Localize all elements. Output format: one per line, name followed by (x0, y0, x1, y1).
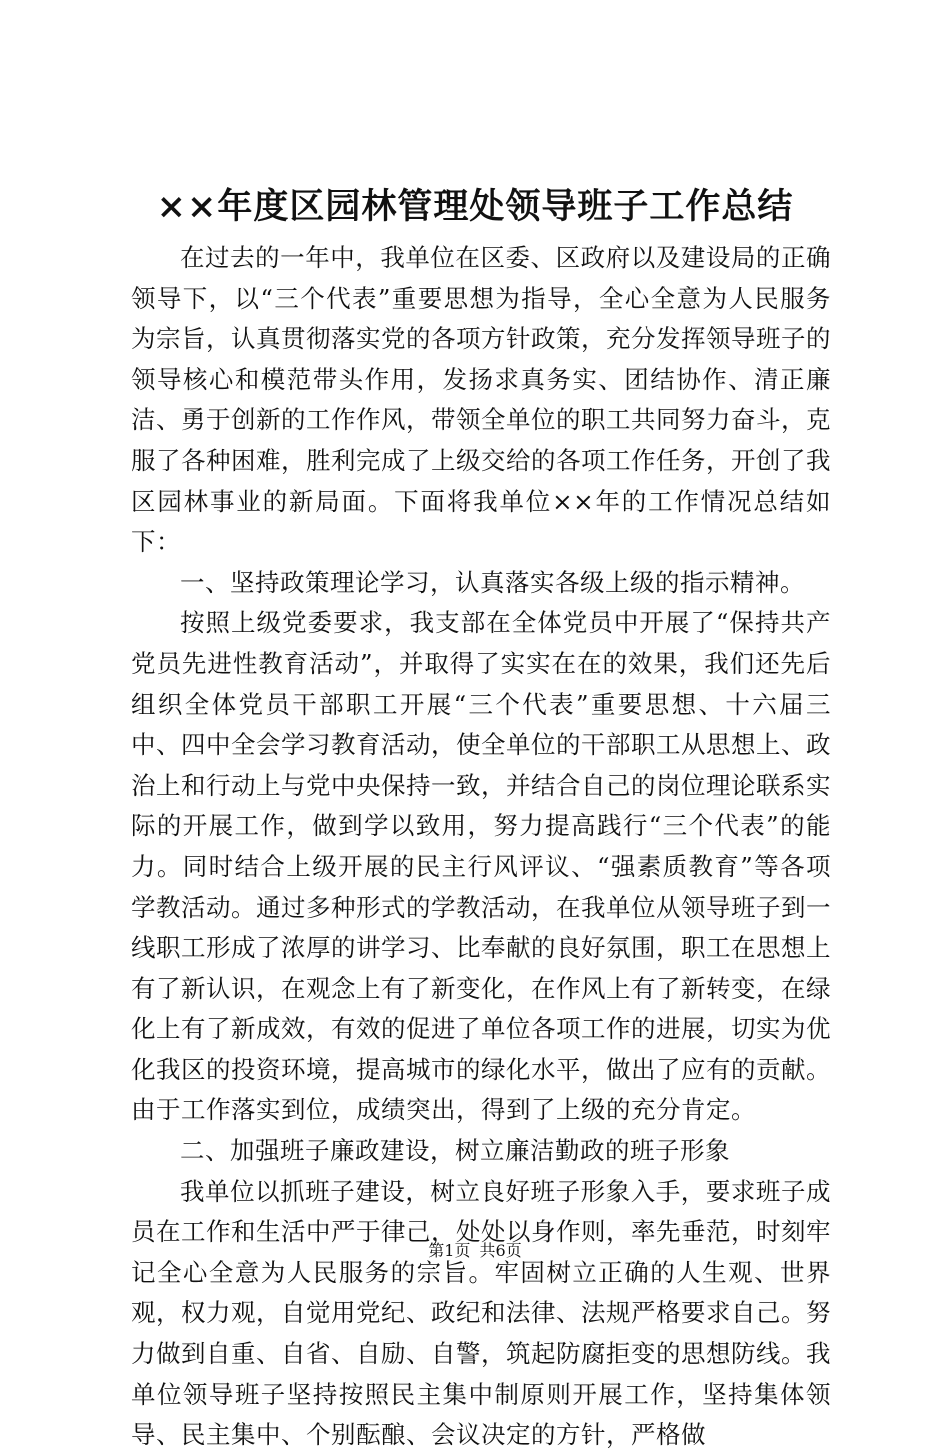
paragraph-section-1: 按照上级党委要求，我支部在全体党员中开展了“保持共产党员先进性教育活动”，并取得了实实在在的效果，我们还先后组织全体党员干部职工开展“三个代表”重要思想、十六届三中、四中全会学习教育活动，使全单位的干部职工从思想上、政治上和行动上与党中央保持一致，并结合自己的岗位理论联系实际的开展工作，做到学以致用，努力提高践行“三个代表”的能力。同时结合上级开展的民主行风评议、“强素质教育”等各项学教活动。通过多种形式的学教活动，在我单位从领导班子到一线职工形成了浓厚的讲学习、比奉献的良好氛围，职工在思想上有了新认识，在观念上有了新变化，在作风上有了新转变，在绿化上有了新成效，有效的促进了单位各项工作的进展，切实为优化我区的投资环境，提高城市的绿化水平，做出了应有的贡献。由于工作落实到位，成绩突出，得到了上级的充分肯定。 (131, 608, 831, 1125)
paragraph-section-2: 我单位以抓班子建设，树立良好班子形象入手，要求班子成员在工作和生活中严于律己，处处以身作则，率先垂范，时刻牢记全心全意为人民服务的宗旨。牢固树立正确的人生观、世界观，权力观，自觉用党纪、政纪和法律、法规严格要求自己。努力做到自重、自省、自励、自警，筑起防腐拒变的思想防线。我单位领导班子坚持按照民主集中制原则开展工作，坚持集体领导、民主集中、个别酝酿、会议决定的方针，严格做 (131, 1176, 831, 1450)
page-total: 共6页 (479, 1241, 522, 1260)
page-number: 第1页 (428, 1241, 471, 1260)
paragraph-intro: 在过去的一年中，我单位在区委、区政府以及建设局的正确领导下，以“三个代表”重要思想为指导，全心全意为人民服务为宗旨，认真贯彻落实党的各项方针政策，充分发挥领导班子的领导核心和模范带头作用，发扬求真务实、团结协作、清正廉洁、勇于创新的工作作风，带领全单位的职工共同努力奋斗，克服了各种困难，胜利完成了上级交给的各项工作任务，开创了我区园林事业的新局面。下面将我单位××年的工作情况总结如下： (131, 243, 831, 557)
section-heading-1: 一、坚持政策理论学习，认真落实各级上级的指示精神。 (180, 567, 805, 597)
section-heading-2: 二、加强班子廉政建设，树立廉洁勤政的班子形象 (180, 1136, 730, 1166)
document-body (131, 238, 831, 1456)
page-footer (0, 1240, 950, 1262)
page-title: ××年度区园林管理处领导班子工作总结 (156, 186, 794, 227)
